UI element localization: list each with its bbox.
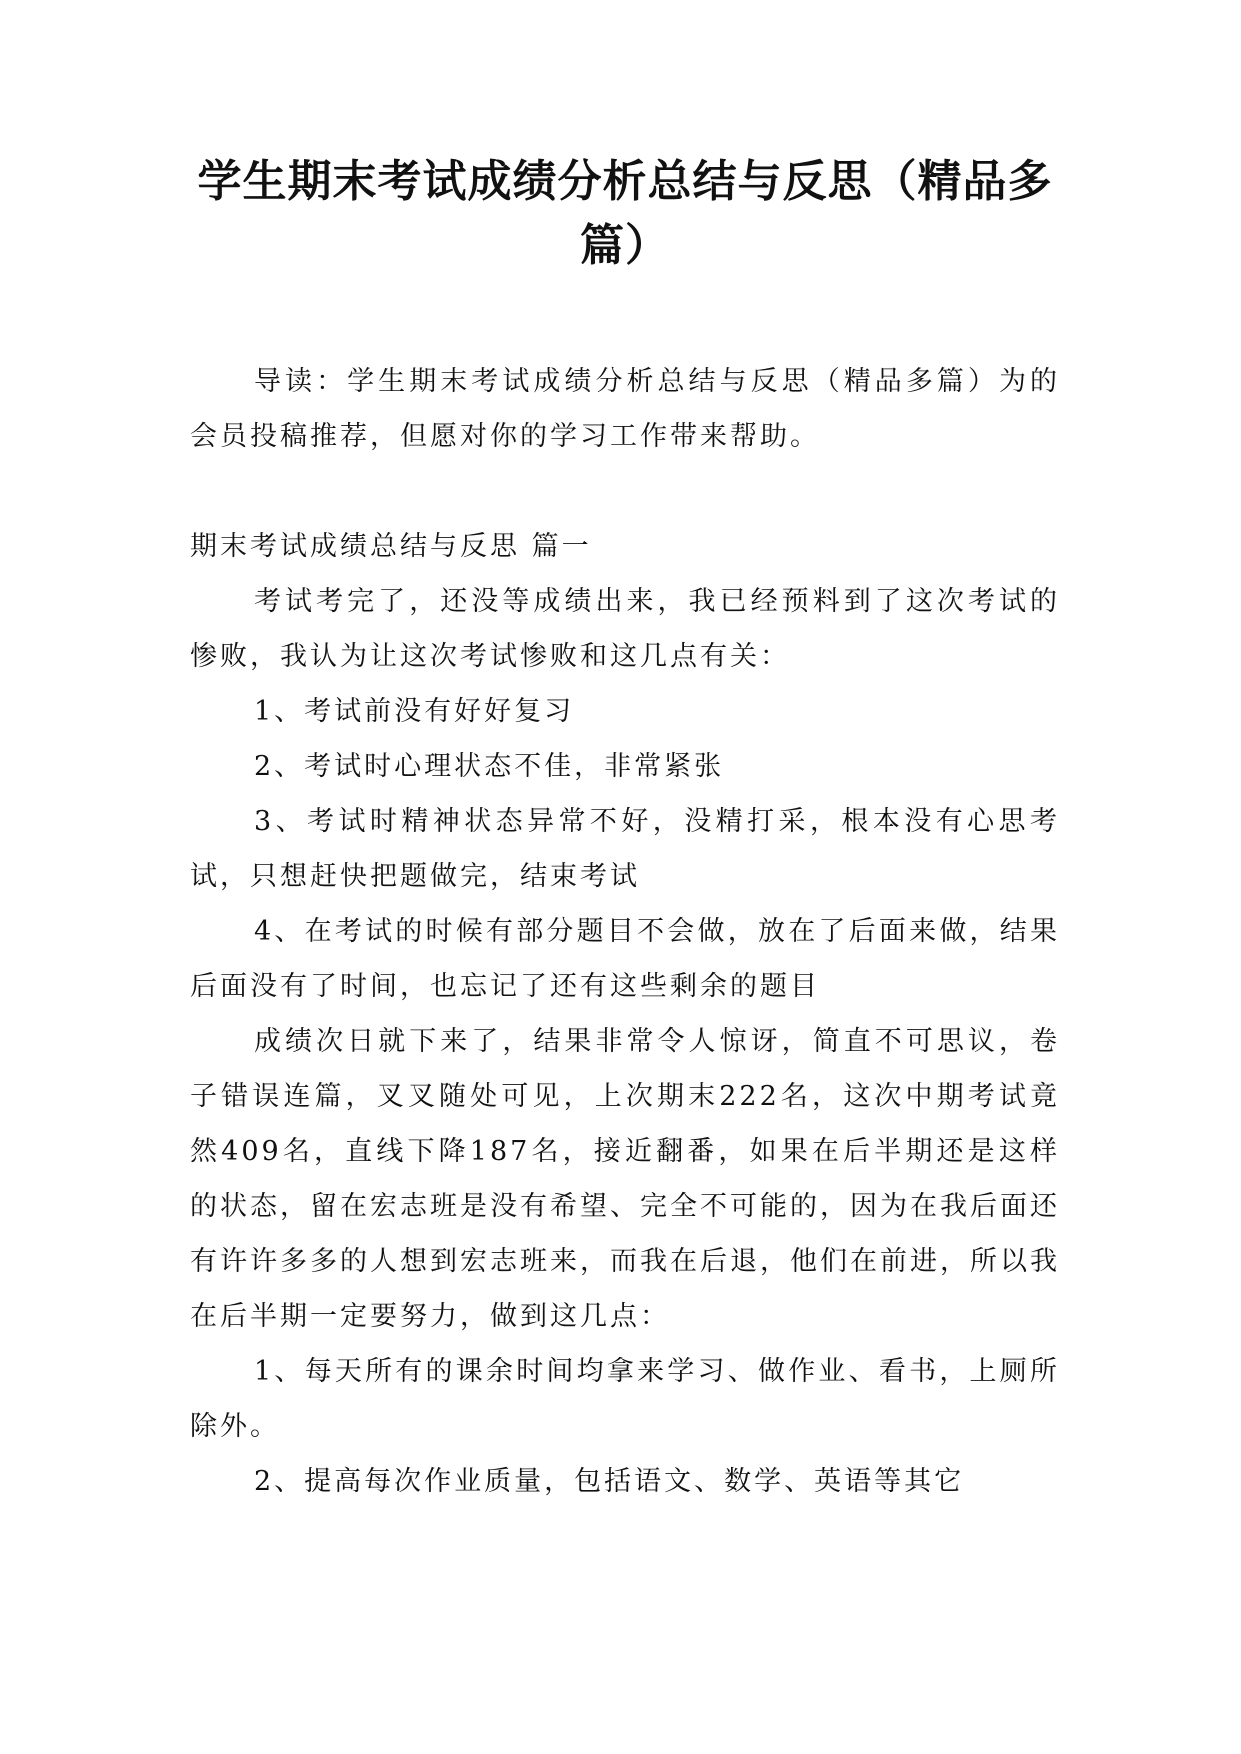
- list-item: 1、每天所有的课余时间均拿来学习、做作业、看书，上厕所除外。: [190, 1356, 1060, 1442]
- list-item: 1、考试前没有好好复习: [254, 696, 575, 727]
- list-item: 2、考试时心理状态不佳，非常紧张: [254, 751, 725, 782]
- list-item: 4、在考试的时候有部分题目不会做，放在了后面来做，结果后面没有了时间，也忘记了还有这些剩余的题目: [190, 916, 1060, 1002]
- list-item: 3、考试时精神状态异常不好，没精打采，根本没有心思考试，只想赶快把题做完，结束考试: [190, 806, 1060, 892]
- body-paragraph: 成绩次日就下来了，结果非常令人惊讶，简直不可思议，卷子错误连篇，叉叉随处可见，上次期末222名，这次中期考试竟然409名，直线下降187名，接近翻番，如果在后半期还是这样的状态，留在宏志班是没有希望、完全不可能的，因为在我后面还有许许多多的人想到宏志班来，而我在后退，他们在前进，所以我在后半期一定要努力，做到这几点：: [190, 1026, 1060, 1332]
- intro-paragraph: 导读：学生期末考试成绩分析总结与反思（精品多篇）为的会员投稿推荐，但愿对你的学习工作带来帮助。: [190, 366, 1060, 452]
- body-paragraph: 考试考完了，还没等成绩出来，我已经预料到了这次考试的惨败，我认为让这次考试惨败和这几点有关：: [190, 586, 1060, 672]
- document-body: [190, 354, 1060, 1509]
- section-heading: 期末考试成绩总结与反思 篇一: [190, 531, 592, 562]
- document-title: 学生期末考试成绩分析总结与反思（精品多篇）: [197, 156, 1053, 271]
- list-item: 2、提高每次作业质量，包括语文、数学、英语等其它: [254, 1466, 965, 1497]
